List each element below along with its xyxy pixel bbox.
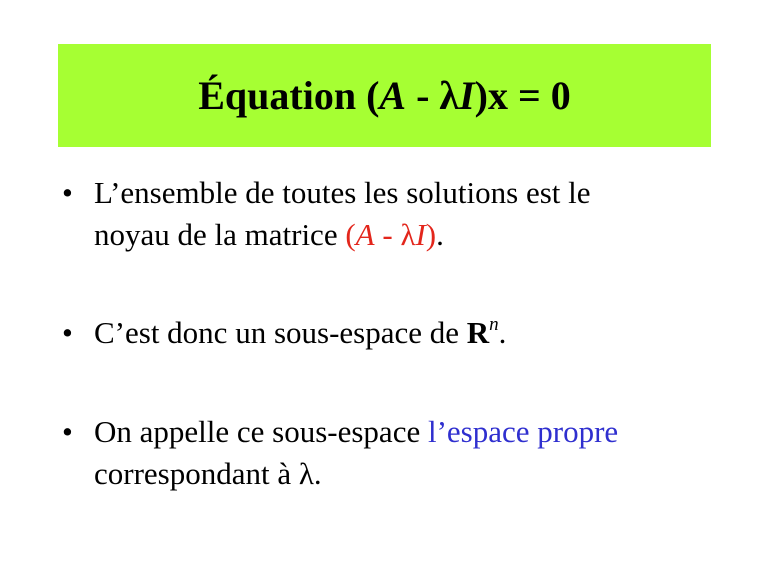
bullet-2-text	[94, 312, 506, 354]
bullet-1-line-1: L’ensemble de toutes les solutions est le	[94, 175, 591, 210]
matrix-a: A	[355, 217, 375, 252]
bullet-3-line-1	[94, 411, 618, 453]
paren-close: )	[425, 217, 437, 252]
bullet-2-prefix: C’est donc un sous-espace de	[94, 315, 467, 350]
title-lambda: λ	[439, 73, 460, 118]
title-prefix: Équation (	[198, 73, 380, 118]
bullet-marker: •	[62, 414, 73, 449]
title-identity-i: I	[459, 73, 475, 118]
title-suffix: )x = 0	[474, 73, 571, 118]
matrix-expression	[345, 217, 436, 252]
dimension-n: n	[489, 314, 499, 335]
bullet-2-suffix: .	[498, 315, 507, 350]
bullet-1-line-2-prefix: noyau de la matrice	[94, 217, 346, 252]
minus-sign: -	[374, 217, 401, 252]
bullet-1-line-2	[94, 214, 444, 256]
bullet-3-line-2: correspondant à λ.	[94, 456, 322, 491]
paren-open: (	[345, 217, 356, 252]
bullet-1-line-2-suffix: .	[436, 217, 444, 252]
real-space-r: R	[466, 315, 490, 350]
bullet-marker: •	[62, 175, 73, 210]
eigenspace-term: l’espace propre	[427, 414, 619, 449]
title-banner	[58, 44, 711, 147]
bullet-marker: •	[62, 315, 73, 350]
bullet-3-line-1-prefix: On appelle ce sous-espace	[94, 414, 428, 449]
title-minus: -	[406, 73, 440, 118]
identity-i: I	[415, 217, 426, 252]
slide-title	[198, 72, 571, 119]
lambda-symbol: λ	[400, 217, 416, 252]
title-matrix-a: A	[379, 73, 407, 118]
